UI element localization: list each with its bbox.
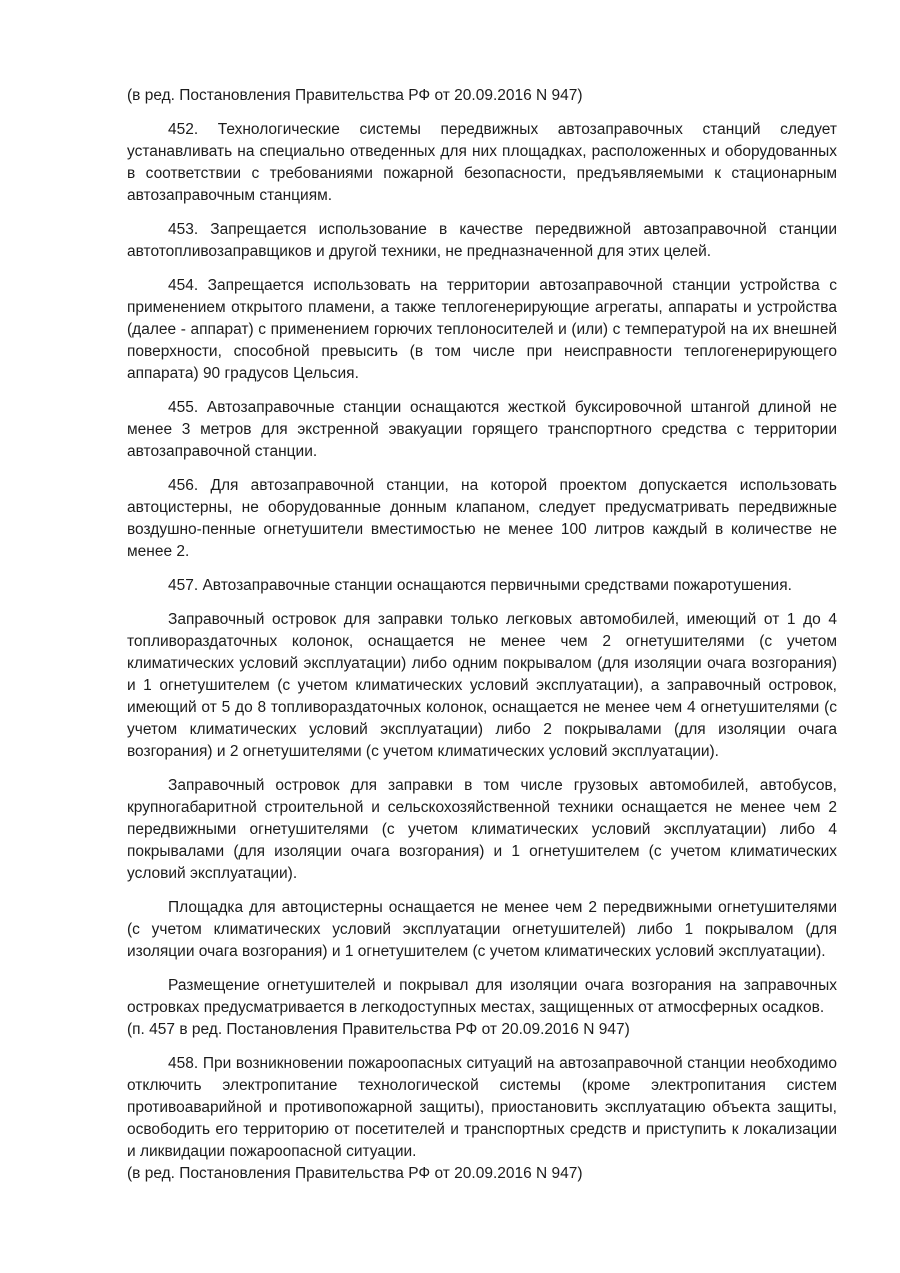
paragraph-453: 453. Запрещается использование в качестве передвижной автозаправочной станции автотопливозаправщиков и другой техники, не предназначенной для этих целей.: [127, 221, 837, 260]
paragraph-452: 452. Технологические системы передвижных автозаправочных станций следует устанавливать на специально отведенных для них площадках, расположенных и оборудованных в соответствии с требованиями пожарной безопасности, предъявляемыми к стационарным автозаправочным станциям.: [127, 121, 837, 204]
paragraph-454: 454. Запрещается использовать на территории автозаправочной станции устройства с применением открытого пламени, а также теплогенерирующие агрегаты, аппараты и устройства (далее - аппарат) с применением горючих теплоносителей и (или) с температурой на их внешней поверхности, способной превысить (в том числе при неисправности теплогенерирующего аппарата) 90 градусов Цельсия.: [127, 277, 837, 382]
paragraph-457-islands-trucks: Заправочный островок для заправки в том числе грузовых автомобилей, автобусов, крупногабаритной строительной и сельскохозяйственной техники оснащается не менее чем 2 передвижными огнетушителями (с учетом климатических условий эксплуатации) либо 4 покрывалами (для изоляции очага возгорания) и 1 огнетушителем (с учетом климатических условий эксплуатации).: [127, 777, 837, 882]
paragraph-455: 455. Автозаправочные станции оснащаются жесткой буксировочной штангой длиной не менее 3 метров для экстренной эвакуации горящего транспортного средства с территории автозаправочной станции.: [127, 399, 837, 460]
paragraph-457: 457. Автозаправочные станции оснащаются первичными средствами пожаротушения.: [168, 577, 792, 594]
amendment-note: (в ред. Постановления Правительства РФ от 20.09.2016 N 947): [127, 87, 583, 104]
paragraph-458: 458. При возникновении пожароопасных ситуаций на автозаправочной станции необходимо отключить электропитание технологической системы (кроме электропитания систем противоаварийной и противопожарной защиты), приостановить эксплуатацию объекта защиты, освободить его территорию от посетителей и транспортных средств и приступить к локализации и ликвидации пожароопасной ситуации.: [127, 1055, 837, 1160]
amendment-note-457: (п. 457 в ред. Постановления Правительства РФ от 20.09.2016 N 947): [127, 1021, 630, 1038]
paragraph-456: 456. Для автозаправочной станции, на которой проектом допускается использовать автоцистерны, не оборудованные донным клапаном, следует предусматривать передвижные воздушно-пенные огнетушители вместимостью не менее 100 литров каждый в количестве не менее 2.: [127, 477, 837, 560]
document-text-block: [127, 85, 837, 1185]
paragraph-457-placement: Размещение огнетушителей и покрывал для изоляции очага возгорания на заправочных островках предусматривается в легкодоступных местах, защищенных от атмосферных осадков.: [127, 977, 837, 1016]
paragraph-457-tanker-site: Площадка для автоцистерны оснащается не менее чем 2 передвижными огнетушителями (с учетом климатических условий эксплуатации огнетушителей) либо 1 покрывалом (для изоляции очага возгорания) и 1 огнетушителем (с учетом климатических условий эксплуатации).: [127, 899, 837, 960]
paragraph-457-islands-cars: Заправочный островок для заправки только легковых автомобилей, имеющий от 1 до 4 топливораздаточных колонок, оснащается не менее чем 2 огнетушителями (с учетом климатических условий эксплуатации) либо одним покрывалом (для изоляции очага возгорания) и 1 огнетушителем (с учетом климатических условий эксплуатации), а заправочный островок, имеющий от 5 до 8 топливораздаточных колонок, оснащается не менее чем 4 огнетушителями (с учетом климатических условий эксплуатации) либо 2 покрывалами (для изоляции очага возгорания) и 2 огнетушителями (с учетом климатических условий эксплуатации).: [127, 611, 837, 760]
amendment-note-458: (в ред. Постановления Правительства РФ от 20.09.2016 N 947): [127, 1165, 583, 1182]
